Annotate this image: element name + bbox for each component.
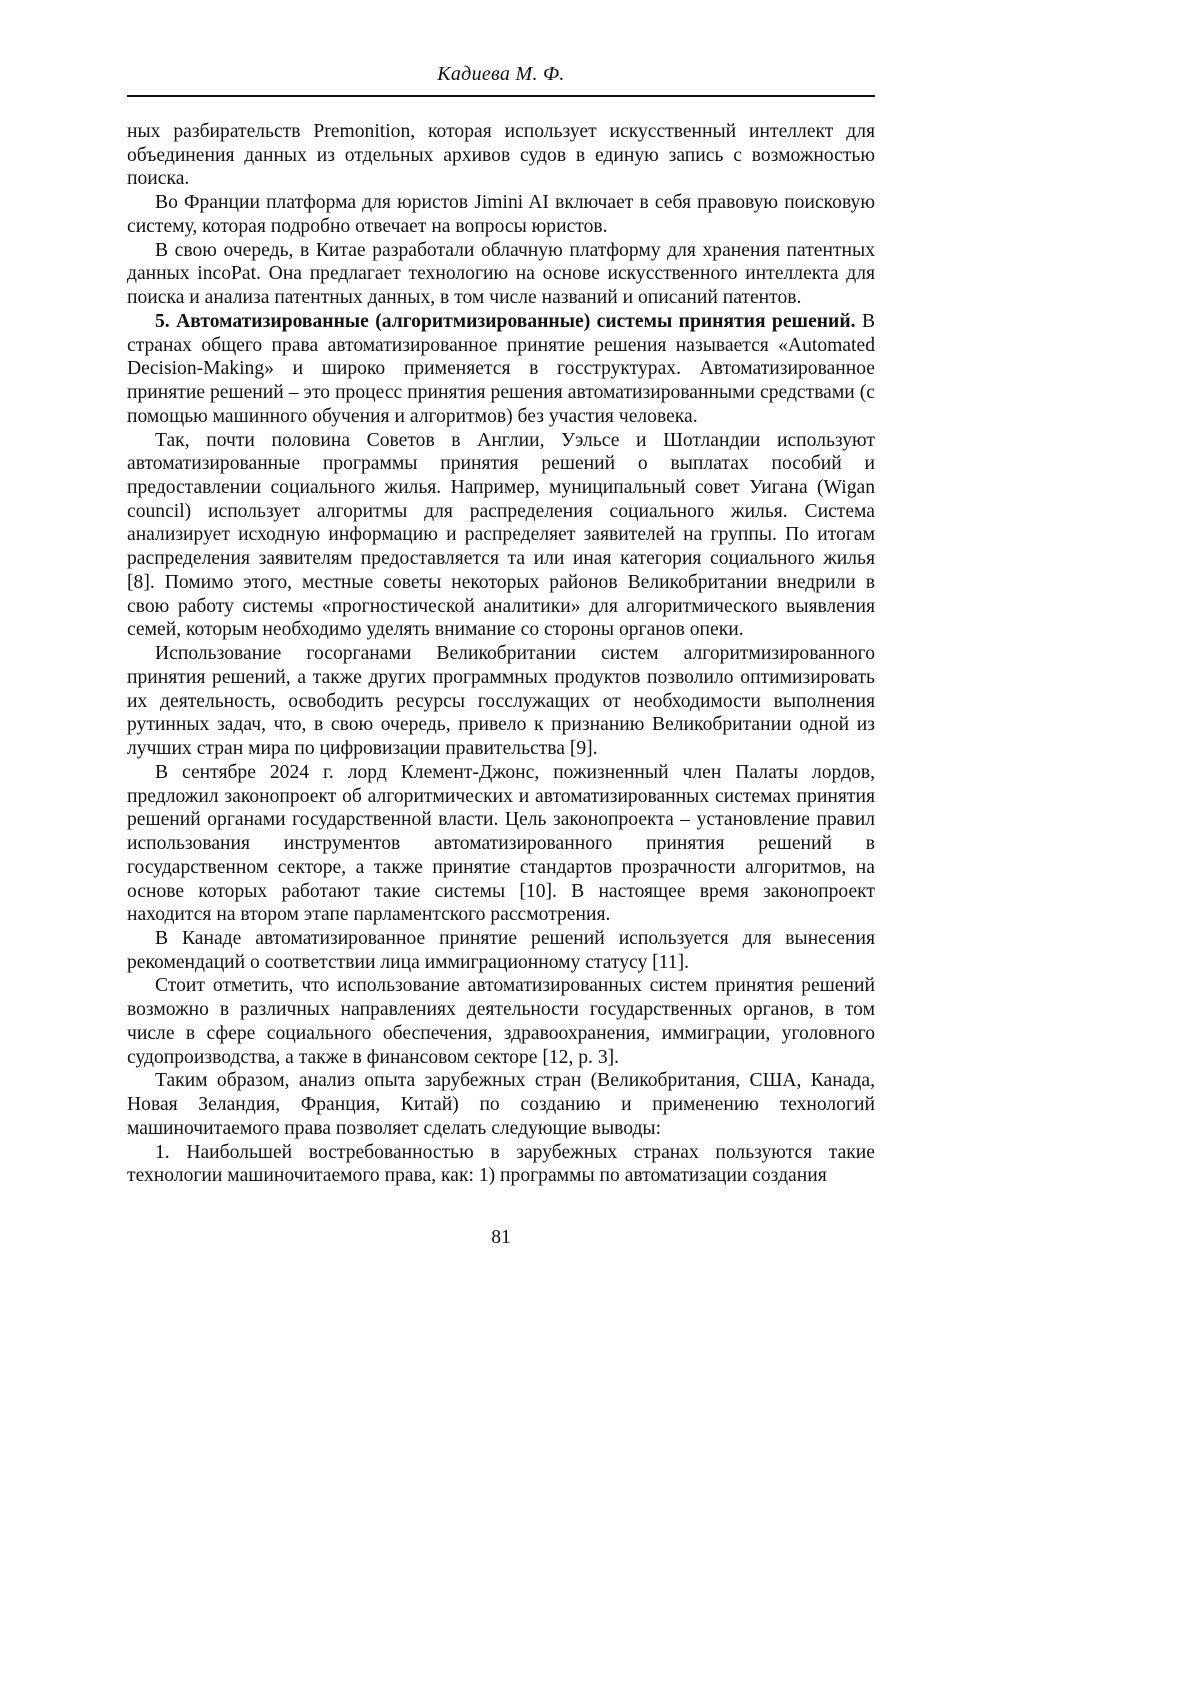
paragraph-text: ных разбирательств Premonition, которая использует искусственный интеллект для объединения данных из отдельных архивов судов в единую запись с возможностью поиска. xyxy=(127,121,875,190)
body-text xyxy=(127,120,875,1188)
paragraph-text: Таким образом, анализ опыта зарубежных стран (Великобритания, США, Канада, Новая Зеландия, Франция, Китай) по созданию и применению технологий машиночитаемого права позволяет сделать следующие выводы: xyxy=(127,1070,875,1139)
paragraph xyxy=(127,927,875,974)
paragraph xyxy=(127,974,875,1069)
paragraph-text: В свою очередь, в Китае разработали облачную платформу для хранения патентных данных incoPat. Она предлагает технологию на основе искусственного интеллекта для поиска и анализа патентных данных, в том числе названий и описаний патентов. xyxy=(127,239,875,309)
running-header: Кадиева М. Ф. xyxy=(127,62,875,97)
paragraph xyxy=(127,120,875,191)
paragraph-text: Стоит отметить, что использование автоматизированных систем принятия решений возможно в различных направлениях деятельности государственных органов, в том числе в сфере социального обеспечения, здравоохранения, иммиграции, уголовного судопроизводства, а также в финансовом секторе [12, p. 3]. xyxy=(127,975,875,1068)
paragraph-text: 1. Наибольшей востребованностью в зарубежных странах пользуются такие технологии машиночитаемого права, как: 1) программы по автоматизации создания xyxy=(127,1141,875,1187)
paragraph-text: В сентябре 2024 г. лорд Клемент-Джонс, пожизненный член Палаты лордов, предложил законопроект об алгоритмических и автоматизированных системах принятия решений органами государственной власти. Цель законопроекта – установление правил использования инструментов автоматизированного принятия решений в государственном секторе, а также принятие стандартов прозрачности алгоритмов, на основе которых работают такие системы [10]. В настоящее время законопроект находится на втором этапе парламентского рассмотрения. xyxy=(127,761,875,926)
paragraph-text: Так, почти половина Советов в Англии, Уэльсе и Шотландии используют автоматизированные программы принятия решений о выплатах пособий и предоставлении социального жилья. Например, муниципальный совет Уигана (Wigan council) использует алгоритмы для распределения социального жилья. Система анализирует исходную информацию и распределяет заявителей на группы. По итогам распределения заявителям предоставляется та или иная категория социального жилья [8]. Помимо этого, местные советы некоторых районов Великобритании внедрили в свою работу системы «прогностической аналитики» для алгоритмического выявления семей, которым необходимо уделять внимание со стороны органов опеки. xyxy=(127,429,875,641)
paragraph xyxy=(127,191,875,238)
paragraph xyxy=(127,642,875,761)
paragraph xyxy=(127,1141,875,1188)
paragraph-text: В странах общего права автоматизированное принятие решения называется «Automated Decision-Making» и широко применяется в госструктурах. Автоматизированное принятие решений – это процесс принятия решения автоматизированными средствами (с помощью машинного обучения и алгоритмов) без участия человека. xyxy=(127,310,876,427)
paragraph xyxy=(127,761,875,927)
paragraph xyxy=(127,429,875,643)
paragraph-text: Во Франции платформа для юристов Jimini AI включает в себя правовую поисковую систему, которая подробно отвечает на вопросы юристов. xyxy=(127,192,875,237)
paragraph-text: В Канаде автоматизированное принятие решений используется для вынесения рекомендаций о соответствии лица иммиграционному статусу [11]. xyxy=(127,927,875,973)
paragraph-bold-lead: 5. Автоматизированные (алгоритмизированные) системы принятия решений. xyxy=(155,310,856,332)
paragraph xyxy=(127,310,875,429)
content-area xyxy=(127,62,875,1188)
paragraph xyxy=(127,239,875,310)
paragraph xyxy=(127,1069,875,1140)
paragraph-text: Использование госорганами Великобритании систем алгоритмизированного принятия решений, а также других программных продуктов позволило оптимизировать их деятельность, освободить ресурсы госслужащих от необходимости выполнения рутинных задач, что, в свою очередь, привело к признанию Великобритании одной из лучших стран мира по цифровизации правительства [9]. xyxy=(127,643,875,760)
page-number: 81 xyxy=(491,1227,511,1248)
